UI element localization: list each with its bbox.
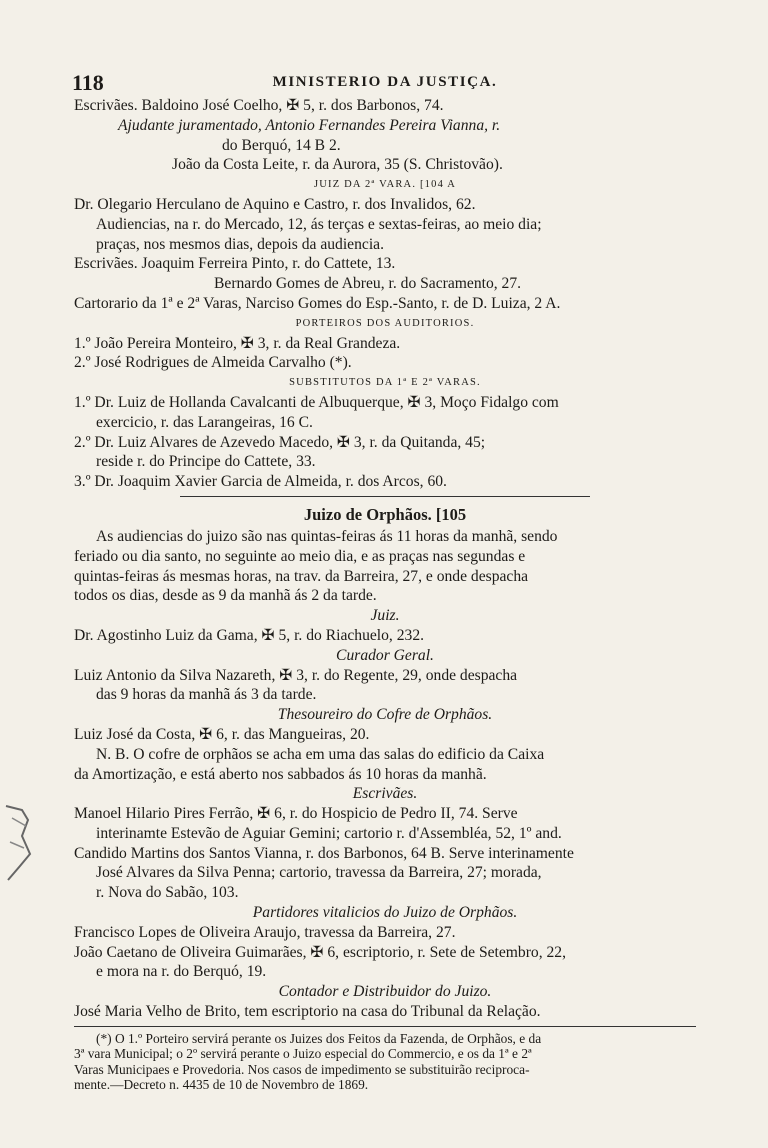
footnote-line: Varas Municipaes e Provedoria. Nos casos de impedimento se substituirão reciproca- [74, 1061, 530, 1077]
text-line: José Alvares da Silva Penna; cartorio, travessa da Barreira, 27; morada, [96, 864, 542, 882]
footnote [74, 1031, 696, 1093]
section-heading: Juizo de Orphãos. [105 [303, 504, 467, 524]
text-line: Candido Martins dos Santos Vianna, r. dos Barbonos, 64 B. Serve interinamente [74, 844, 574, 862]
text-line: Dr. Agostinho Luiz da Gama, ✠ 5, r. do Riachuelo, 232. [74, 626, 425, 644]
text-line: Dr. Olegario Herculano de Aquino e Castro, r. dos Invalidos, 62. [74, 195, 476, 213]
text-line: 2.º José Rodrigues de Almeida Carvalho (*). [74, 354, 352, 372]
section-subheading: SUBSTITUTOS DA 1ª E 2ª VARAS. [289, 377, 481, 389]
text-line: Manoel Hilario Pires Ferrão, ✠ 6, r. do Hospicio de Pedro II, 74. Serve [74, 805, 518, 823]
subsection-heading: Contador e Distribuidor do Juizo. [278, 983, 492, 1001]
text-line: Luiz Antonio da Silva Nazareth, ✠ 3, r. do Regente, 29, onde despacha [74, 666, 518, 684]
text-line: N. B. O cofre de orphãos se acha em uma das salas do edificio da Caixa [96, 745, 545, 763]
page-number: 118 [72, 70, 104, 95]
text-line: As audiencias do juizo são nas quintas-feiras ás 11 horas da manhã, sendo [96, 527, 558, 545]
margin-ink-mark [2, 796, 36, 886]
subsection-heading: Curador Geral. [336, 646, 434, 664]
subsection-heading: Juiz. [370, 607, 400, 625]
text-line: da Amortização, e está aberto nos sabbados ás 10 horas da manhã. [74, 765, 487, 783]
text-line: 1.º Dr. Luiz de Hollanda Cavalcanti de Albuquerque, ✠ 3, Moço Fidalgo com [74, 393, 559, 411]
text-line: Francisco Lopes de Oliveira Araujo, travessa da Barreira, 27. [74, 923, 456, 941]
footnote-rule [74, 1026, 696, 1027]
footnote-line: (*) O 1.º Porteiro servirá perante os Juizes dos Feitos da Fazenda, de Orphãos, e da [96, 1030, 542, 1046]
text-line: Bernardo Gomes de Abreu, r. do Sacramento, 27. [214, 275, 522, 293]
running-title: MINISTERIO DA JUSTIÇA. [272, 74, 498, 90]
text-line: do Berquó, 14 B 2. [222, 136, 341, 154]
text-line: praças, nos mesmos dias, depois da audiencia. [96, 235, 384, 253]
text-line: reside r. do Principe do Cattete, 33. [96, 453, 316, 471]
section-subheading: PORTEIROS DOS AUDITORIOS. [295, 317, 475, 329]
subsection-heading: Thesoureiro do Cofre de Orphãos. [277, 706, 493, 724]
text-line: feriado ou dia santo, no seguinte ao meio dia, e as praças nas segundas e [74, 547, 526, 565]
section-rule [180, 496, 590, 497]
text-line: Audiencias, na r. do Mercado, 12, ás terças e sextas-feiras, ao meio dia; [96, 215, 542, 233]
subsection-heading: Escrivães. [352, 785, 418, 803]
text-line: interinamte Estevão de Aguiar Gemini; cartorio r. d'Assembléa, 52, 1º and. [96, 824, 562, 842]
text-line: Luiz José da Costa, ✠ 6, r. das Mangueiras, 20. [74, 725, 370, 743]
text-line: quintas-feiras ás mesmas horas, na trav. da Barreira, 27, e onde despacha [74, 567, 529, 585]
text-line: José Maria Velho de Brito, tem escriptorio na casa do Tribunal da Relação. [74, 1003, 541, 1021]
footnote-line: 3ª vara Municipal; o 2º servirá perante o Juizo especial do Commercio, e os da 1ª e 2ª [74, 1046, 532, 1062]
text-line: e mora na r. do Berquó, 19. [96, 963, 267, 981]
text-line: 2.º Dr. Luiz Alvares de Azevedo Macedo, ✠ 3, r. da Quitanda, 45; [74, 433, 486, 451]
text-line: João da Costa Leite, r. da Aurora, 35 (S. Christovão). [172, 156, 503, 174]
text-line: exercicio, r. das Larangeiras, 16 C. [96, 413, 313, 431]
text-line: Escrivães. Joaquim Ferreira Pinto, r. do Cattete, 13. [74, 255, 396, 273]
text-line: todos os dias, desde as 9 da manhã ás 2 da tarde. [74, 587, 377, 605]
text-line: Escrivães. Baldoino José Coelho, ✠ 5, r. dos Barbonos, 74. [74, 97, 444, 114]
text-line: Ajudante juramentado, Antonio Fernandes Pereira Vianna, r. [118, 116, 501, 134]
text-line: 3.º Dr. Joaquim Xavier Garcia de Almeida, r. dos Arcos, 60. [74, 473, 447, 491]
page-header [74, 70, 696, 96]
text-line: Cartorario da 1ª e 2ª Varas, Narciso Gomes do Esp.-Santo, r. de D. Luiza, 2 A. [74, 294, 561, 312]
footnote-line: mente.—Decreto n. 4435 de 10 de Novembro de 1869. [74, 1077, 369, 1093]
text-line: r. Nova do Sabão, 103. [96, 884, 239, 902]
text-line: das 9 horas da manhã ás 3 da tarde. [96, 686, 317, 704]
text-line: 1.º João Pereira Monteiro, ✠ 3, r. da Real Grandeza. [74, 334, 401, 352]
subsection-heading: Partidores vitalicios do Juizo de Orphãos. [252, 904, 518, 922]
section-subheading: JUIZ DA 2ª VARA. [104 A [313, 179, 457, 191]
text-line: João Caetano de Oliveira Guimarães, ✠ 6, escriptorio, r. Sete de Setembro, 22, [74, 943, 567, 961]
book-page [74, 70, 696, 1092]
